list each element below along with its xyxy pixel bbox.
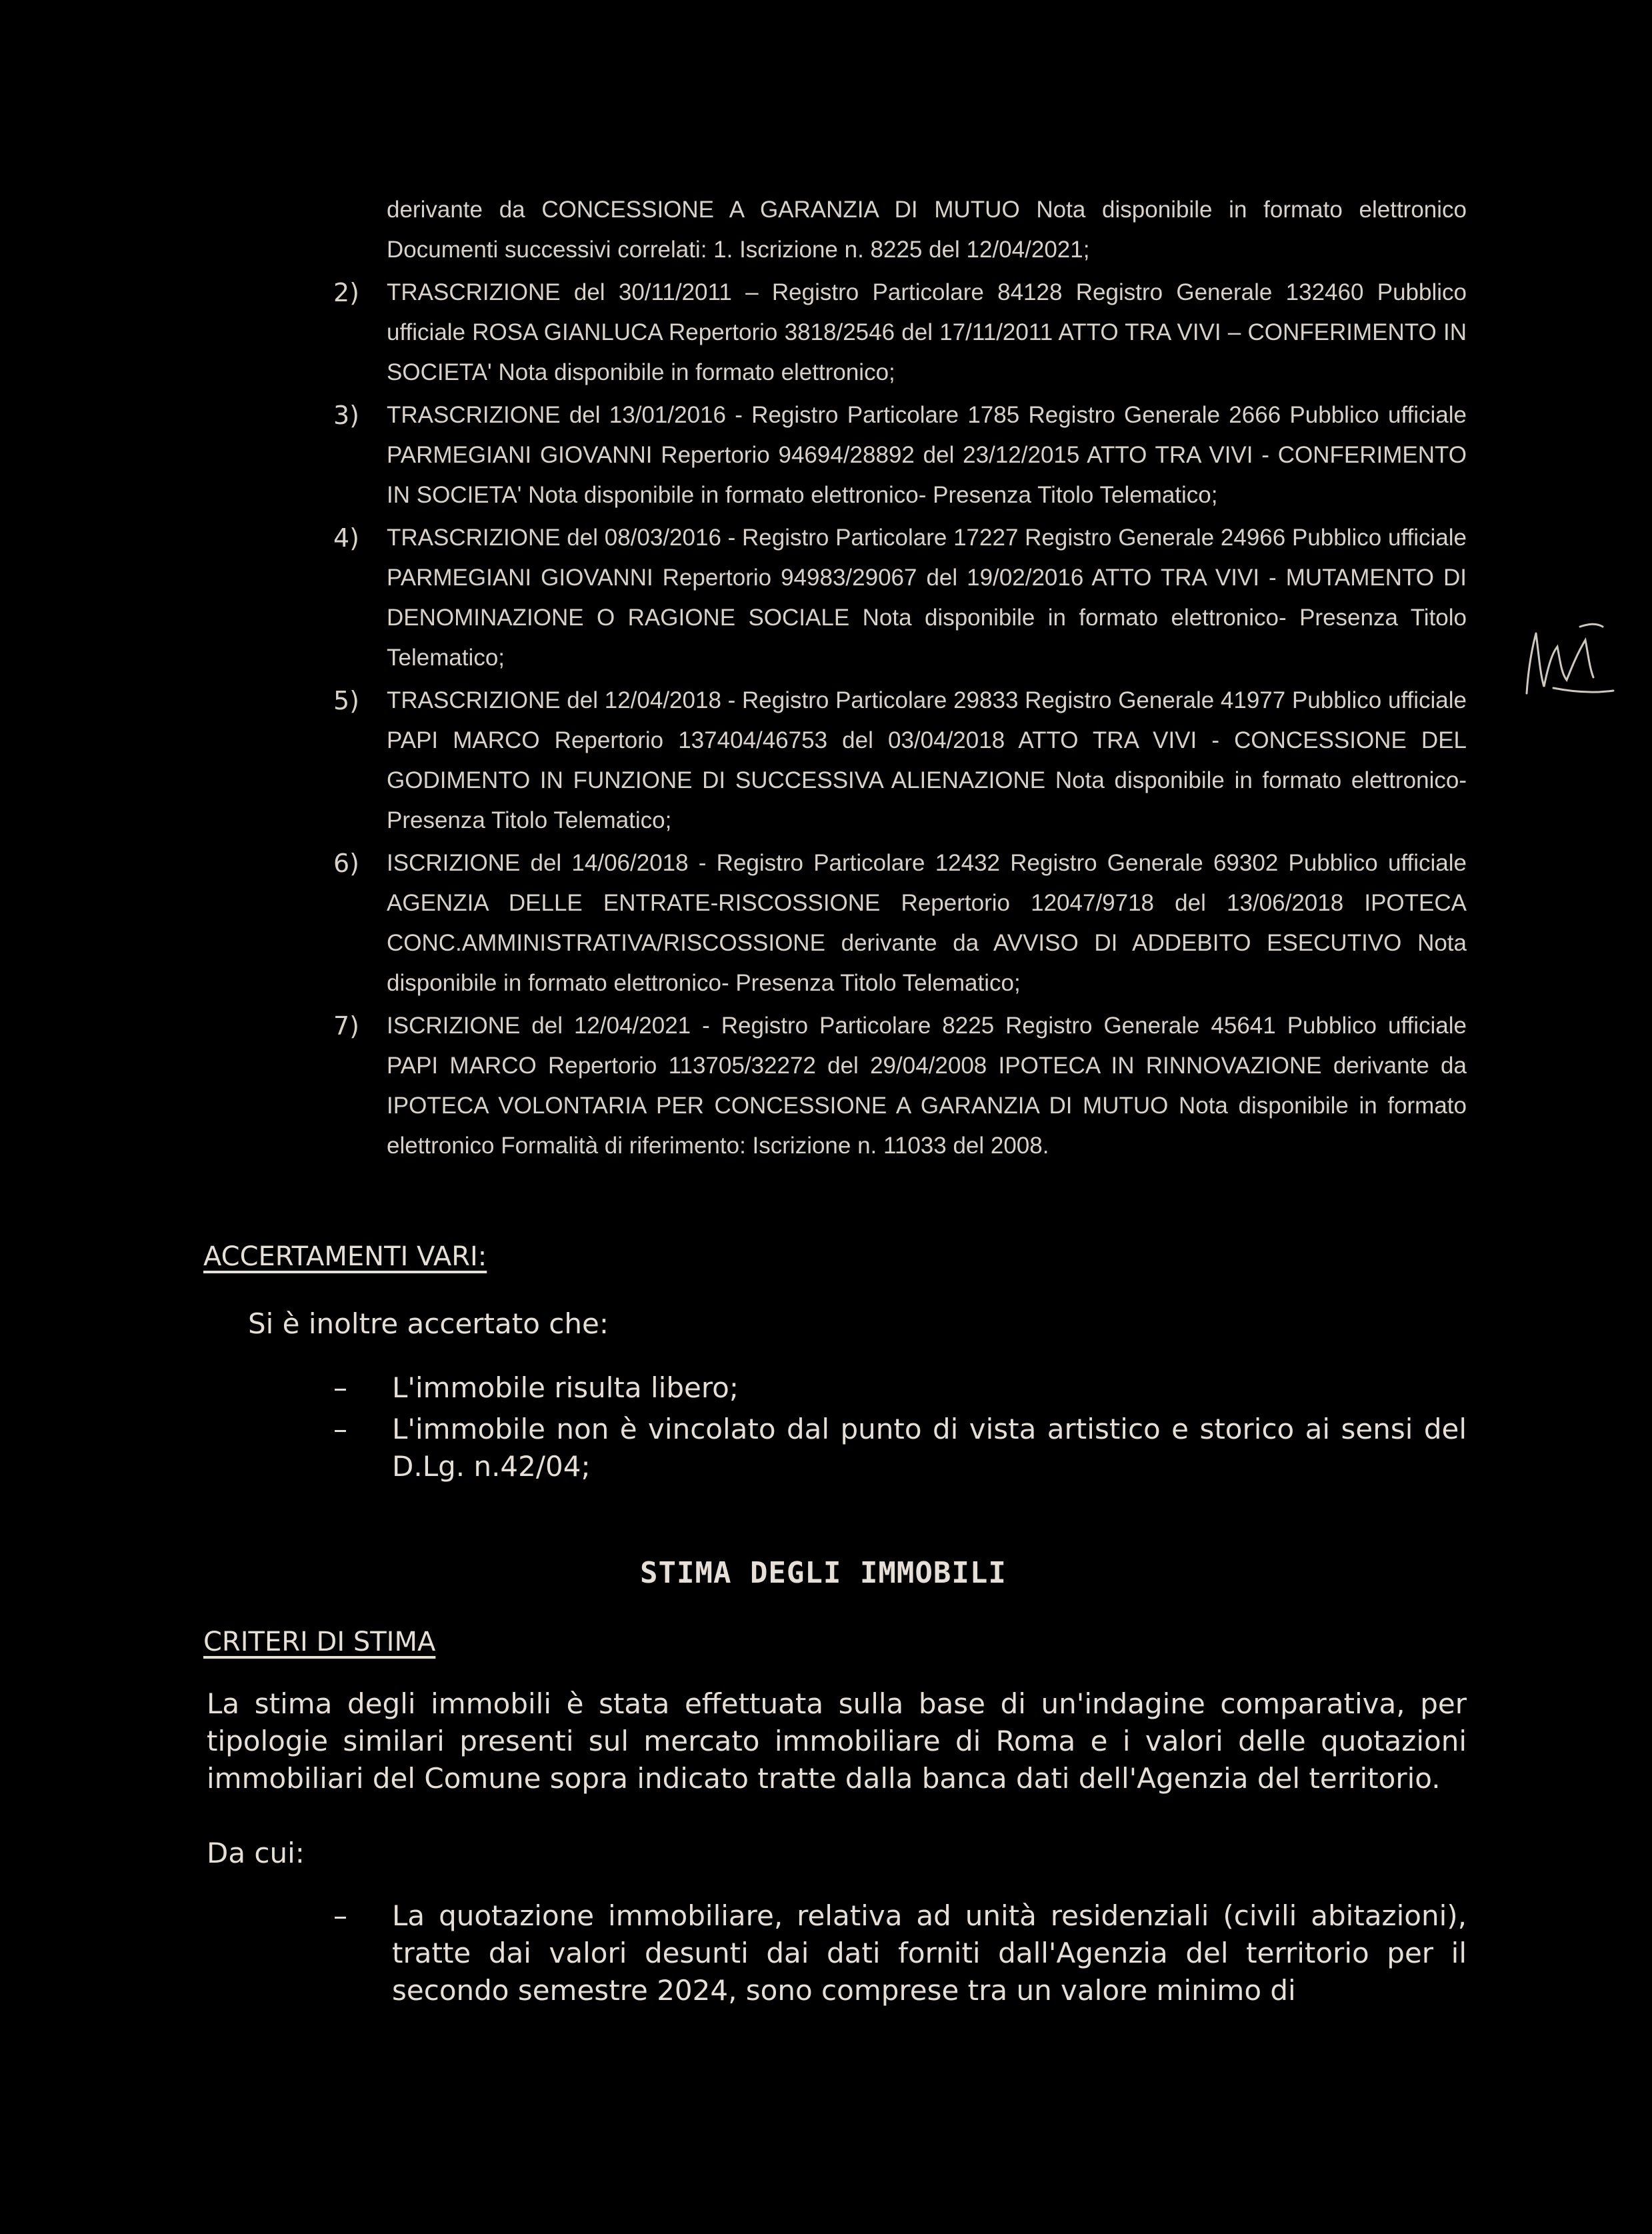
formality-text: TRASCRIZIONE del 13/01/2016 - Registro Particolare 1785 Registro Generale 2666 Pubblico ufficiale PARMEGIANI GIOVANNI Repertorio 94694/28892 del 23/12/2015 ATTO TRA VIVI - CONFERIMENTO IN SOCIETA' Nota disponibile in formato elettronico- Presenza Titolo Telematico; [387,402,1467,508]
criteri-heading: CRITERI DI STIMA [203,1627,436,1657]
list-item-text: L'immobile risulta libero; [392,1371,739,1404]
section-title: STIMA DEGLI IMMOBILI [640,1556,1007,1590]
list-item-text: La quotazione immobiliare, relativa ad unità residenziali (civili abitazioni), tratte dai valori desunti dai dati forniti dall'Agenzia del territorio per il secondo semestre 2024, sono comprese tra un valore minimo di [392,1899,1467,2007]
formality-number: 2) [333,278,360,307]
formality-item [333,681,1467,841]
dash-bullet: – [333,1413,347,1445]
stima-list [333,1897,1467,2013]
formality-continuation: derivante da CONCESSIONE A GARANZIA DI MUTUO Nota disponibile in formato elettronico Documenti successivi correlati: 1. Iscrizione n. 8225 del 12/04/2021; [387,197,1467,263]
stima-paragraph: La stima degli immobili è stata effettuata sulla base di un'indagine comparativa, per tipologie similari presenti sul mercato immobiliare di Roma e i valori delle quotazioni immobiliari del Comune sopra indicato tratte dalla banca dati dell'Agenzia del territorio. [207,1687,1467,1795]
formality-item [333,1006,1467,1166]
formality-text: TRASCRIZIONE del 12/04/2018 - Registro Particolare 29833 Registro Generale 41977 Pubblico ufficiale PAPI MARCO Repertorio 137404/46753 del 03/04/2018 ATTO TRA VIVI - CONCESSIONE DEL GODIMENTO IN FUNZIONE DI SUCCESSIVA ALIENAZIONE Nota disponibile in formato elettronico- Presenza Titolo Telematico; [387,687,1467,833]
formality-number: 5) [333,686,360,715]
formalities-list [333,190,1467,1166]
formality-number: 6) [333,849,360,878]
formality-text: TRASCRIZIONE del 30/11/2011 – Registro Particolare 84128 Registro Generale 132460 Pubblico ufficiale ROSA GIANLUCA Repertorio 3818/2546 del 17/11/2011 ATTO TRA VIVI – CONFERIMENTO IN SOCIETA' Nota disponibile in formato elettronico; [387,279,1467,385]
list-item-text: L'immobile non è vincolato dal punto di vista artistico e storico ai sensi del D.Lg. n.42/04; [392,1413,1467,1483]
formality-number: 4) [333,523,360,553]
list-item [333,1897,1467,2009]
list-item [333,1369,1467,1407]
list-item [333,1411,1467,1485]
formality-text: ISCRIZIONE del 14/06/2018 - Registro Particolare 12432 Registro Generale 69302 Pubblico ufficiale AGENZIA DELLE ENTRATE-RISCOSSIONE Repertorio 12047/9718 del 13/06/2018 IPOTECA CONC.AMMINISTRATIVA/RISCOSSIONE derivante da AVVISO DI ADDEBITO ESECUTIVO Nota disponibile in formato elettronico- Presenza Titolo Telematico; [387,850,1467,996]
accertamenti-intro: Si è inoltre accertato che: [248,1307,609,1340]
formality-number: 7) [333,1011,360,1041]
formality-number: 3) [333,401,360,430]
formality-item [333,518,1467,678]
formality-item [333,843,1467,1003]
formality-text: ISCRIZIONE del 12/04/2021 - Registro Particolare 8225 Registro Generale 45641 Pubblico ufficiale PAPI MARCO Repertorio 113705/32272 del 29/04/2008 IPOTECA IN RINNOVAZIONE derivante da IPOTECA VOLONTARIA PER CONCESSIONE A GARANZIA DI MUTUO Nota disponibile in formato elettronico Formalità di riferimento: Iscrizione n. 11033 del 2008. [387,1013,1467,1159]
da-cui-label: Da cui: [207,1837,305,1869]
handwritten-signature-icon [1513,613,1620,700]
dash-bullet: – [333,1899,347,1932]
formality-item [333,395,1467,515]
dash-bullet: – [333,1371,347,1404]
formality-item [333,273,1467,393]
accertamenti-heading: ACCERTAMENTI VARI: [203,1241,487,1272]
accertamenti-list [333,1369,1467,1489]
formality-text: TRASCRIZIONE del 08/03/2016 - Registro Particolare 17227 Registro Generale 24966 Pubblico ufficiale PARMEGIANI GIOVANNI Repertorio 94983/29067 del 19/02/2016 ATTO TRA VIVI - MUTAMENTO DI DENOMINAZIONE O RAGIONE SOCIALE Nota disponibile in formato elettronico- Presenza Titolo Telematico; [387,525,1467,671]
